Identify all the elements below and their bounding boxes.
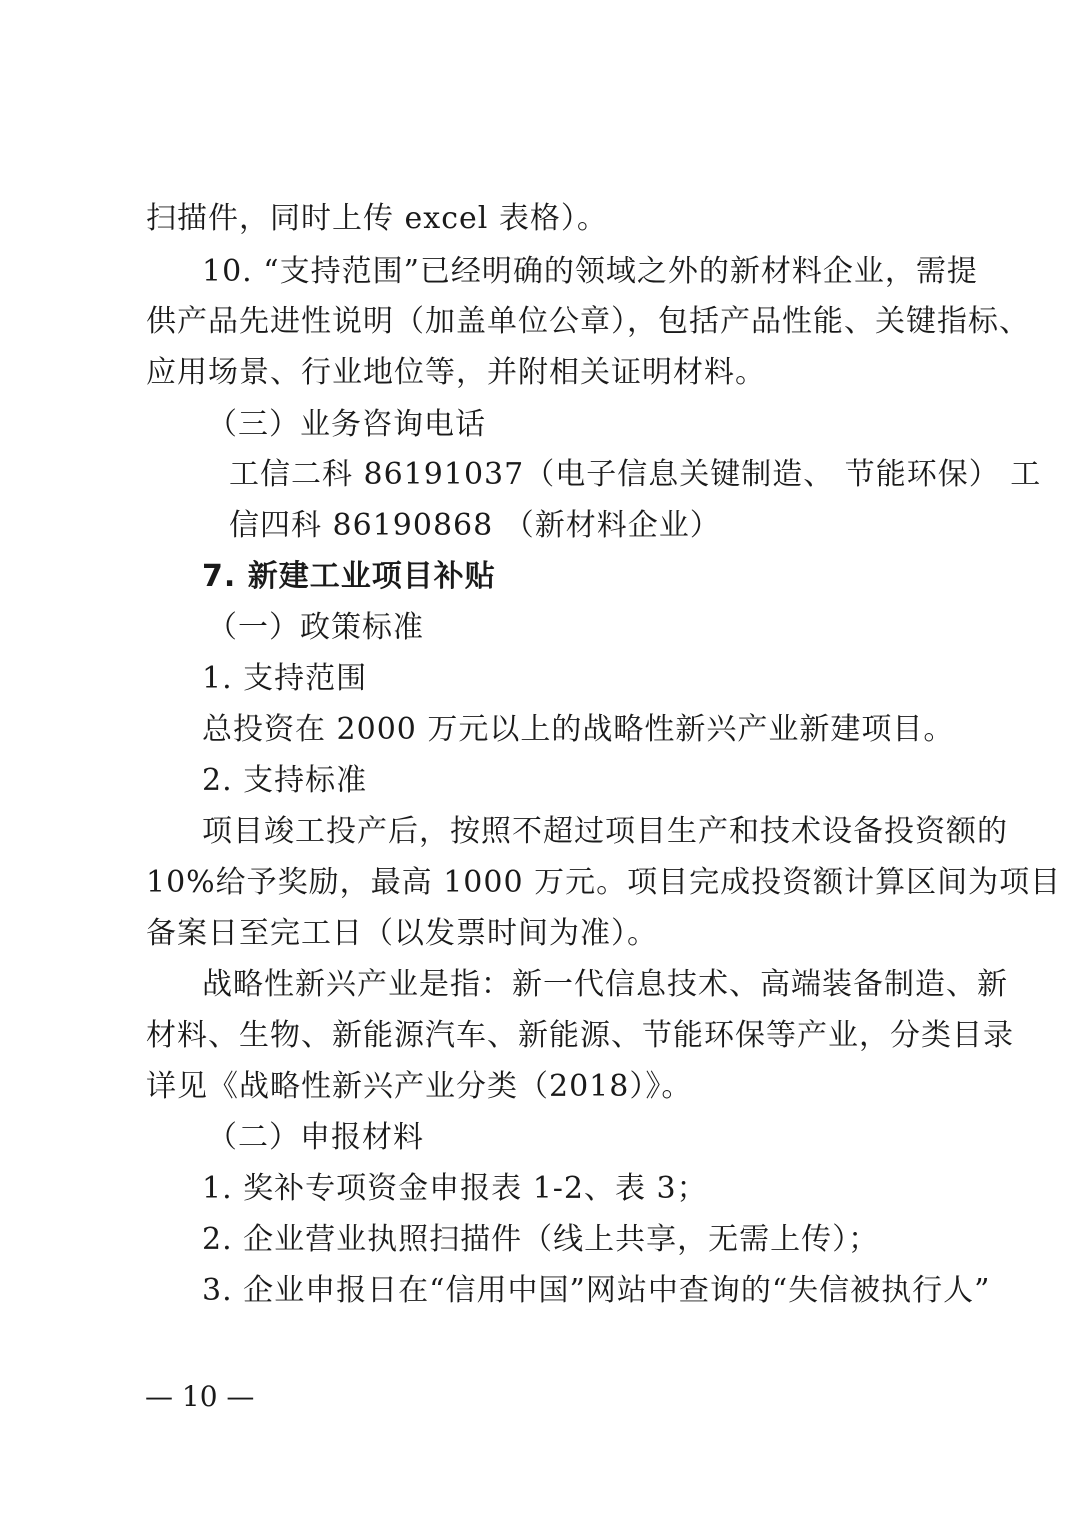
list-item: 3. 企业申报日在“信用中国”网站中查询的“失信被执行人” (202, 1273, 991, 1308)
text-line: 备案日至完工日（以发票时间为准）。 (146, 916, 658, 951)
text-line: 详见《战略性新兴产业分类（2018）》。 (146, 1069, 693, 1104)
text-line: 扫描件，同时上传 excel 表格）。 (146, 201, 608, 236)
item-heading: 7. 新建工业项目补贴 (202, 559, 496, 594)
subsection-heading: 1. 支持范围 (202, 661, 368, 696)
list-item: 2. 企业营业执照扫描件（线上共享，无需上传）； (202, 1222, 880, 1257)
text-line: 应用场景、行业地位等，并附相关证明材料。 (146, 355, 766, 390)
text-line: 10%给予奖励，最高 1000 万元。项目完成投资额计算区间为项目 (146, 865, 1062, 900)
section-heading: （一）政策标准 (207, 610, 424, 645)
text-line: 供产品先进性说明（加盖单位公章），包括产品性能、关键指标、 (146, 304, 1030, 339)
subsection-heading: 2. 支持标准 (202, 763, 368, 798)
list-item: 1. 奖补专项资金申报表 1-2、表 3； (202, 1171, 708, 1206)
text-line: 项目竣工投产后，按照不超过项目生产和技术设备投资额的 (202, 814, 1008, 849)
text-line: 材料、生物、新能源汽车、新能源、节能环保等产业，分类目录 (146, 1018, 1014, 1053)
text-line: 战略性新兴产业是指：新一代信息技术、高端装备制造、新 (202, 967, 1008, 1002)
section-heading: （三）业务咨询电话 (207, 407, 486, 442)
text-line: 工信二科 86191037（电子信息关键制造、 节能环保） 工 (229, 457, 1042, 492)
text-line: 总投资在 2000 万元以上的战略性新兴产业新建项目。 (202, 712, 955, 747)
page-number: — 10 — (145, 1380, 255, 1413)
section-heading: （二）申报材料 (207, 1120, 424, 1155)
text-line: 信四科 86190868 （新材料企业） (229, 508, 721, 543)
text-line: 10. “支持范围”已经明确的领域之外的新材料企业，需提 (202, 254, 978, 289)
